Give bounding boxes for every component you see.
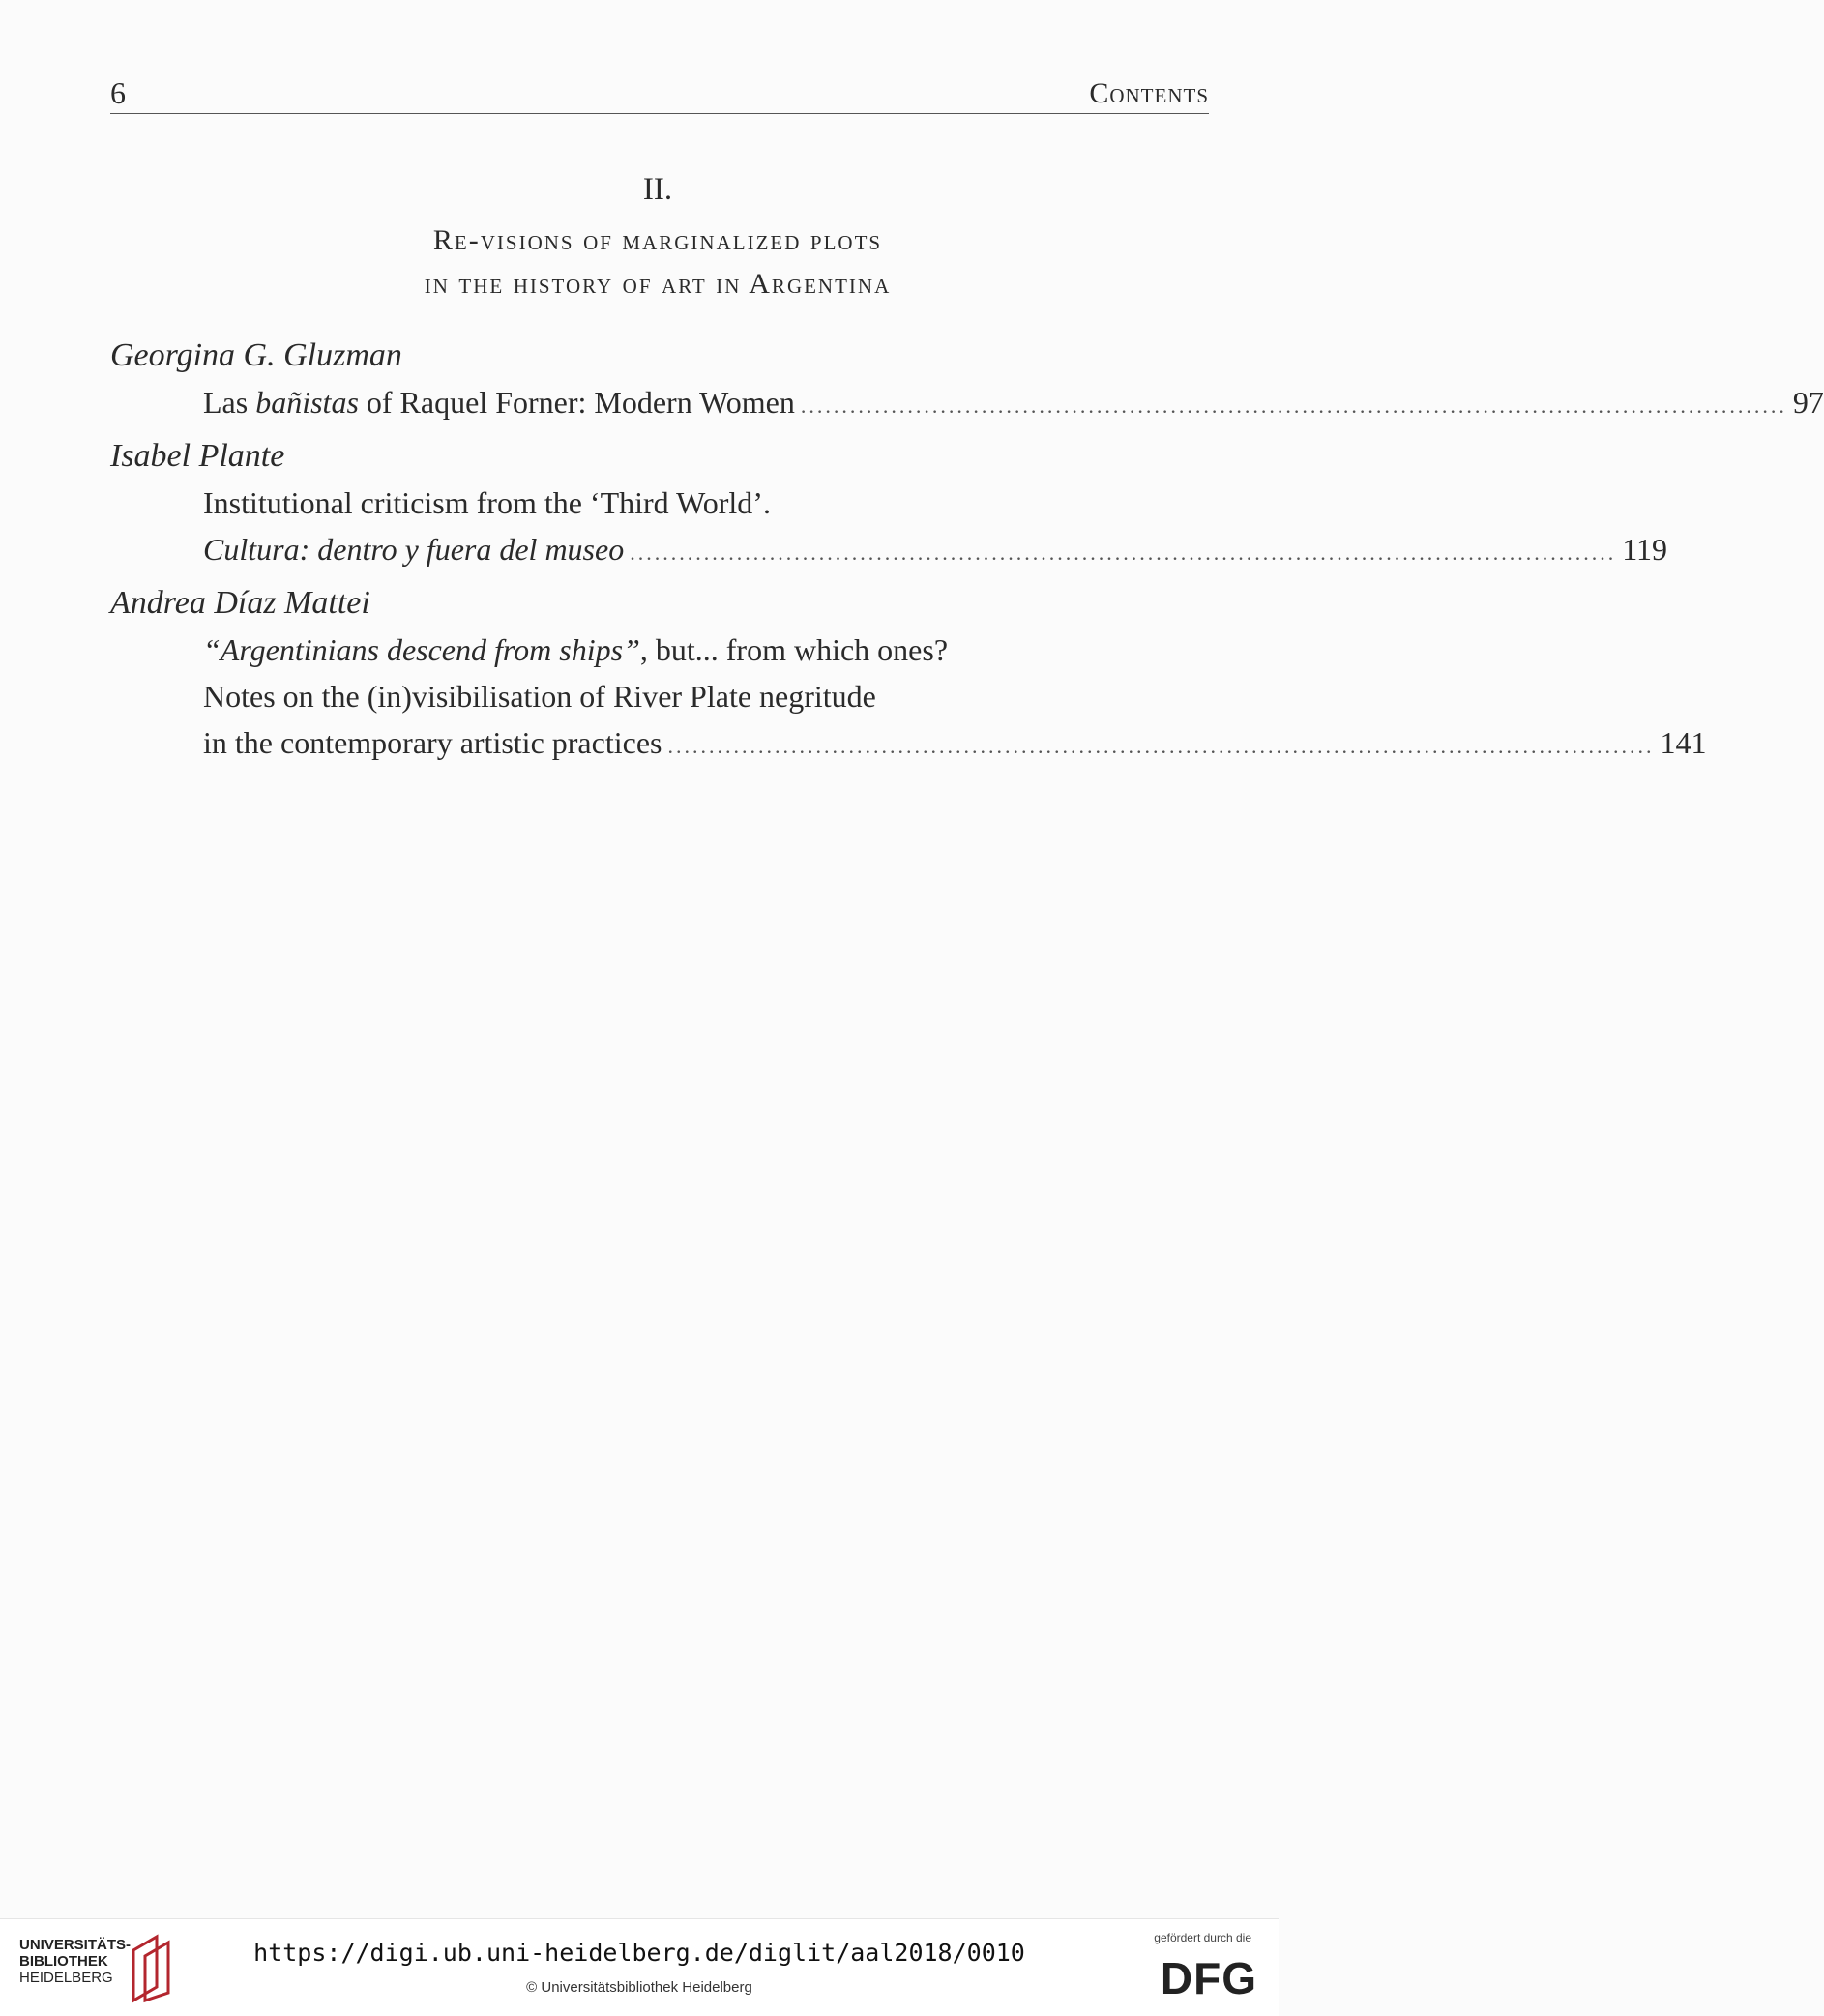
entry-author: Andrea Díaz Mattei xyxy=(110,585,370,621)
dot-leader: ........................................................................................................................ xyxy=(667,734,1655,758)
entry-title-line: Notes on the (in)visibilisation of River Plate negritude xyxy=(203,679,876,714)
entry-title-line xyxy=(110,379,1824,429)
entry-title: in the contemporary artistic practices xyxy=(203,725,662,760)
entry-page-number: 119 xyxy=(1622,532,1668,567)
entry-title-line xyxy=(110,719,1707,770)
dfg-logo[interactable]: DFG xyxy=(1160,1953,1257,2003)
copyright-notice: © Universitätsbibliothek Heidelberg xyxy=(526,1979,752,1996)
permalink-url[interactable]: https://digi.ub.uni-heidelberg.de/diglit/aal2018/0010 xyxy=(253,1939,1025,1967)
entry-author: Georgina G. Gluzman xyxy=(110,337,402,373)
section-number: II. xyxy=(642,172,673,207)
toc-entry xyxy=(110,580,1707,770)
entry-title: Cultura: dentro y fuera del museo xyxy=(203,532,625,567)
dot-leader: ........................................................................................................................ xyxy=(800,394,1787,418)
entry-title: Las bañistas of Raquel Forner: Modern Women xyxy=(203,385,795,420)
section-title-line1: Re-visions of marginalized plots xyxy=(432,224,883,256)
section-title-line2: in the history of art in Argentina xyxy=(424,268,892,300)
entry-author: Isabel Plante xyxy=(110,438,285,474)
funding-note: gefördert durch die xyxy=(1154,1931,1251,1944)
entry-title-line xyxy=(110,526,1668,576)
dot-leader: ........................................................................................................................ xyxy=(630,541,1617,565)
entry-page-number: 141 xyxy=(1660,725,1707,760)
toc-entry xyxy=(110,433,1668,576)
section-title xyxy=(0,219,1315,306)
library-logo[interactable]: UNIVERSITÄTS- BIBLIOTHEK HEIDELBERG xyxy=(19,1937,132,1986)
header-rule xyxy=(110,113,1209,114)
toc-entry xyxy=(110,333,1824,429)
page-number: 6 xyxy=(110,75,126,110)
footer-bar xyxy=(0,1918,1279,2016)
entry-title-line: “Argentinians descend from ships”, but... from which ones? xyxy=(203,632,949,667)
entry-page-number: 97 xyxy=(1792,385,1824,420)
entry-title-line: Institutional criticism from the ‘Third World’. xyxy=(203,485,771,520)
running-head: Contents xyxy=(1089,77,1209,109)
